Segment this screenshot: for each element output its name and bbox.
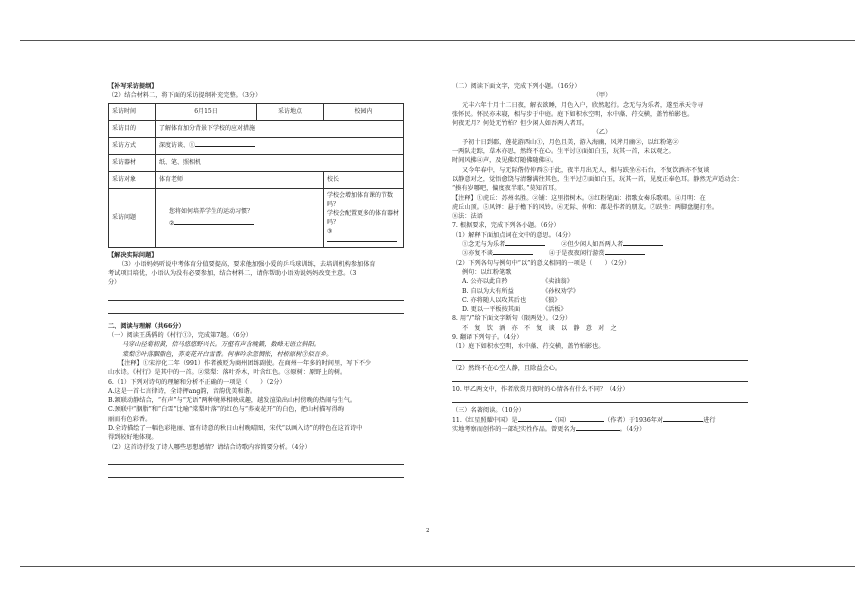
q6-option-d1: D.全诗描绘了一幅色彩艳丽、富有诗意的秋日山村晚晴图，宋代“以画入诗”的特色在这首诗中 xyxy=(108,425,363,433)
yi-heading: （乙） xyxy=(592,129,612,137)
section2-title: 二、阅读与理解（共66分） xyxy=(108,322,185,330)
poem-line2: 棠梨②叶落胭脂色，荞麦花开白雪香。何事吟余忽惆怅，村桥原树③似吾乡。 xyxy=(122,350,333,358)
note-line2: 山水诗。《村行》是其中的一首。②棠梨：落叶乔木，叶含红色。③原树：原野上的树。 xyxy=(108,369,347,377)
q7-1c: ③亦复不谈 xyxy=(462,250,493,258)
q8-text: 不 复 饮 酒 亦 不 复 谈 以 静 意 对 之 xyxy=(462,324,617,332)
question-2-blank[interactable] xyxy=(174,224,254,225)
purpose-value: 了解体育加分背景下学校的应对措施 xyxy=(156,120,404,137)
materials-value: 纸、笔、照相机 xyxy=(156,154,404,171)
page-number: 2 xyxy=(426,528,430,534)
bottom-rule xyxy=(20,566,855,567)
method-blank[interactable] xyxy=(195,146,255,147)
answer-line[interactable] xyxy=(108,469,404,478)
sub3-intro: （三）名著阅读。（10分） xyxy=(452,407,525,415)
interview-table xyxy=(108,103,404,248)
answer-line[interactable] xyxy=(452,373,748,382)
question-5-marker: ③ xyxy=(327,227,333,235)
question-label: 采访问题 xyxy=(109,188,156,247)
q7-part1-row2 xyxy=(452,249,752,258)
jia-heading: （甲） xyxy=(592,92,612,100)
answer-line[interactable] xyxy=(108,305,404,314)
answer-line[interactable] xyxy=(108,292,404,301)
yi-line4: 又今年春中，与无际偕侍仲西⑤于此，夜半月出无人，相与趺坐⑥石台，不复饮酒亦不复谈 xyxy=(462,166,710,174)
jia-line3: 何夜无月？何处无竹柏？但少闲人如吾两人者耳。 xyxy=(452,120,589,128)
yi-line1: 予初十日到郡，莲花游西山①，月色且美，游入海幽，风斧月幽②，以红粉笔② xyxy=(462,138,679,146)
method-label: 采访方式 xyxy=(109,137,156,154)
q7-1d: ④于是夜夜闲行游赏 xyxy=(548,250,605,258)
method-value: 深度访谈、 xyxy=(159,142,190,150)
target-label: 采访对象 xyxy=(109,171,156,188)
q11-blank-title[interactable] xyxy=(576,430,620,431)
q6-option-a: A.这是一首七言律诗，全诗押ang韵，音韵优美和谐。 xyxy=(108,387,257,395)
method-cell xyxy=(156,137,404,154)
materials-label: 采访器材 xyxy=(109,154,156,171)
answer-line[interactable] xyxy=(108,456,404,465)
q11-blank-country[interactable] xyxy=(518,421,552,422)
yi-line2: 一两队走踪，草木亦思，然终不在心。生平讨③面如白玉，玩其一首，未以观之。 xyxy=(452,148,675,156)
q6-option-c2: 丽而有色彩香。 xyxy=(108,415,152,423)
question-right-cell xyxy=(324,188,404,247)
q10-title: 10. 甲乙两文中，作者欣赏月夜时的心情各有什么不同？（4分） xyxy=(452,385,629,393)
time-label: 采访时间 xyxy=(109,103,156,120)
q7-part1: （1）解释下面加点词在文中的意思。（4分） xyxy=(452,231,575,239)
q7-title: 7. 根据要求，完成下列各小题。（6分） xyxy=(452,222,560,230)
q11-blank-author[interactable] xyxy=(570,421,604,422)
q7-part2-example: 例句：以红粉笔歌 xyxy=(462,268,512,276)
q9-part1: （1）庭下如积水空明，水中藻、荇交横，盖竹柏影也。 xyxy=(452,343,605,351)
q7-1a-blank[interactable] xyxy=(505,245,545,246)
q6-part2: （2）这首诗抒发了诗人哪些思想感情？请结合诗歌内容简要分析。（4分） xyxy=(108,443,311,451)
question-left-cell xyxy=(156,188,324,247)
top-rule xyxy=(20,40,855,41)
q3-line3: 分） xyxy=(108,279,121,287)
q11-line1: 11.《红星照耀中国》是 （国） （作者）于1936年对 进行 xyxy=(452,416,716,424)
question-5-blank[interactable] xyxy=(327,241,397,242)
q7-option-d: D. 更以一平板按其面 《活板》 xyxy=(462,306,567,314)
q7-1c-blank[interactable] xyxy=(493,254,533,255)
question-4: 学校会配置更多的体育器材吗？ xyxy=(327,209,400,226)
q8-title: 8. 用“/”给下面文字断句（限两处）。（2分） xyxy=(452,315,572,323)
place-value: 校园内 xyxy=(324,103,404,120)
q7-option-c: C. 亦将随人以攻其后也 《狼》 xyxy=(462,296,561,304)
yi-line5: 以静意对之，觉悟愈饶与清馨满往其色，生平过⑦面如白玉，玩其一首，见度正奉色耳。静然无声适动会： xyxy=(452,175,743,183)
q11-line2: 实地考察而创作的一部纪实性作品。曾更名为 。（4分） xyxy=(452,425,646,433)
place-label: 采访地点 xyxy=(257,103,324,120)
jia-line2: 张怀民。怀民亦未寝，相与步于中庭。庭下如积水空明，水中藻、荇交横，盖竹柏影也。 xyxy=(452,110,694,118)
note-line1: 【注释】①宋淳化二年（991）作者被贬为商州团练副使。在商州一年多的时间里，写下不少 xyxy=(118,359,372,367)
q7-part2: （2）下列各句与例句中“以”的意义相同的一项是（ ）（2分） xyxy=(452,259,631,267)
q7-1b-blank[interactable] xyxy=(623,245,663,246)
q6-option-b: B.颔联动静结合，“有声”与“无语”两种境界相映成趣，越发渲染出山村傍晚的热闹与生气。 xyxy=(108,397,357,405)
target-value2: 校长 xyxy=(324,171,404,188)
q2-intro: （2）结合材料二，将下面的采访提纲补充完整。（3分） xyxy=(108,92,262,100)
question-3: 学校会增加体育课的节数吗？ xyxy=(327,191,394,208)
q6-option-c1: C.颈联中“胭脂”和“白雪”比喻“棠梨叶落”的红色与“荞麦花开”的白色，把山村描写得绚 xyxy=(108,406,344,414)
q7-1b: ②但少闲人如吾两人者 xyxy=(561,241,624,249)
sub2-intro: （二）阅读下面文字，完成下列小题。（16分） xyxy=(452,83,581,90)
note-line3: ⑧法：法语 xyxy=(452,213,483,221)
answer-line[interactable] xyxy=(452,352,748,361)
solve-heading: 【解决实际问题】 xyxy=(108,251,158,259)
q7-1d-blank[interactable] xyxy=(605,254,645,255)
right-column xyxy=(452,82,752,434)
q7-option-a: A. 公亦以此自矜 《卖油翁》 xyxy=(462,278,573,286)
answer-line[interactable] xyxy=(452,394,748,403)
target-value: 体育老师 xyxy=(156,171,324,188)
q11-blank-place[interactable] xyxy=(663,421,703,422)
purpose-label: 采访目的 xyxy=(109,120,156,137)
q7-part1-row1 xyxy=(452,240,752,249)
q9-title: 9. 翻译下列句子。（4分） xyxy=(452,334,523,342)
question-2: 您将如何培养学生的运动习惯？ xyxy=(169,208,254,216)
q7-option-b: B. 自以为大有所益 《孙权劝学》 xyxy=(462,287,580,295)
poem-line1: 马穿山径菊初黄，信马悠悠野兴长。万壑有声含晚籁，数峰无语立斜阳。 xyxy=(122,341,320,349)
q3-line2: 考试项目培优，小语认为没有必要参加，结合材料二，请你帮助小语劝说妈妈改变主意。（3 xyxy=(108,270,357,278)
q6-line1: 6.（1）下列对诗句的理解和分析不正确的一项是（ ）（2分） xyxy=(108,378,286,386)
yi-line3: 时间风拂④声，及见佛灯随佛随佛④。 xyxy=(452,157,558,165)
question-2-marker: ② xyxy=(169,220,175,228)
method-blank-marker: ① xyxy=(189,142,196,150)
note-line1: 【注释】①虎丘：苏州名胜。②铺：这里指树木。③红粉笔面：指歌女奏乐歌唱。④月明：在 xyxy=(452,194,706,202)
q3-line1: （3）小语妈妈听说中考体育分值要提高，要求他加强小爱的乒乓球训练，去培训机构参加体育 xyxy=(118,260,376,268)
q9-part2: （2）然终不在心空人静，且除益会心。 xyxy=(452,364,562,372)
q7-1a: ①念无与为乐者 xyxy=(462,241,506,249)
left-column xyxy=(108,82,408,478)
q6-option-d2: 得到较好地体现。 xyxy=(108,434,158,442)
sub1-intro: （一）阅读王禹偁的《村行①》，完成第7题。（6分） xyxy=(108,332,252,340)
note-line2: 虎丘山顶。⑤风铎：悬于檐下的风铃。⑥无际、仲和：都是作者的朋友。⑦趺坐：两脚盘腿打坐。 xyxy=(452,203,719,211)
supplement-heading: 【补写采访提纲】 xyxy=(108,83,158,90)
yi-line6: “揍有岁哪吧，偏度夜半耶。”莫知首耳。 xyxy=(452,185,561,193)
jia-line1: 元丰六年十月十二日夜，解衣欲睡，月色入户，欣然起行。念无与为乐者，遂至承天寺寻 xyxy=(462,101,704,109)
time-value: 6月15日 xyxy=(156,103,257,120)
